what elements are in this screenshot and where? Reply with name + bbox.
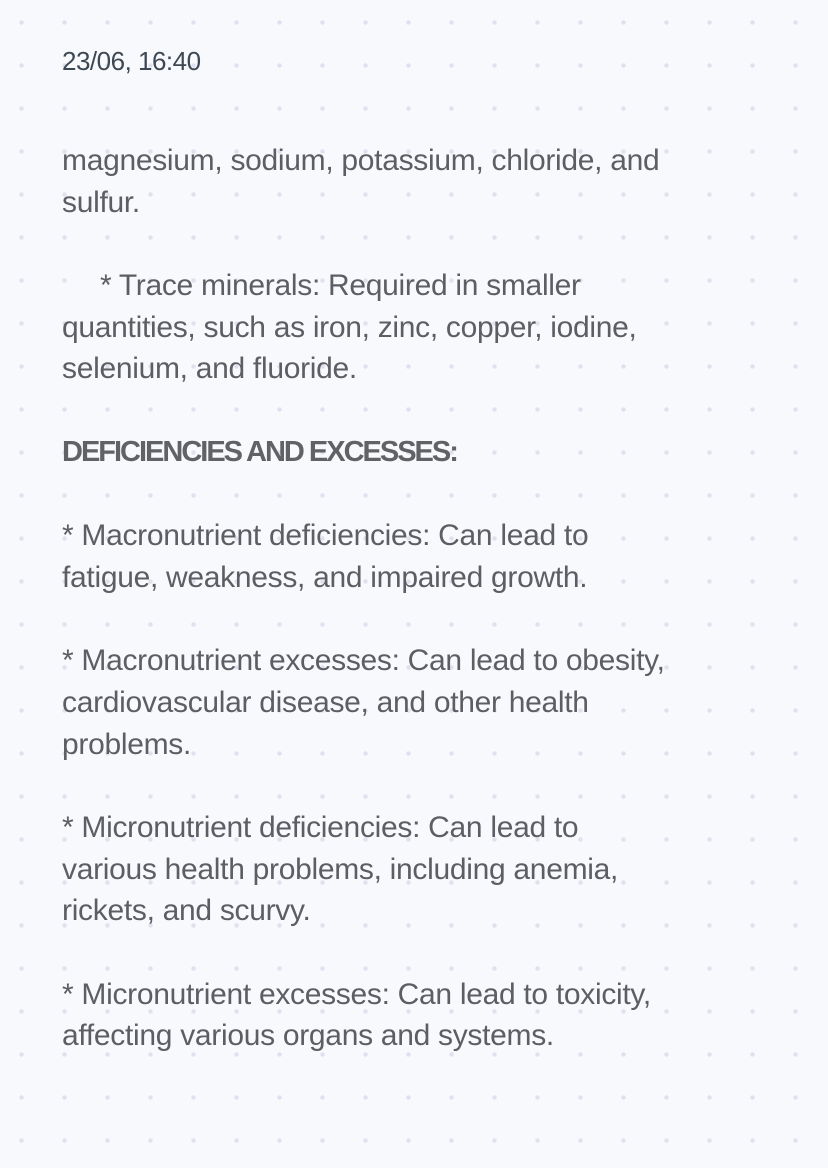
text-line: selenium, and fluoride. (62, 352, 357, 386)
text-line: fatigue, weakness, and impaired growth. (62, 560, 588, 594)
text-line: cardiovascular disease, and other health (62, 685, 589, 719)
section-heading: DEFICIENCIES AND EXCESSES: (62, 435, 457, 468)
text-line: * Micronutrient excesses: Can lead to toxicity, (62, 977, 651, 1011)
text-line: magnesium, sodium, potassium, chloride, and (62, 144, 660, 177)
text-line: * Macronutrient excesses: Can lead to obesity, (62, 644, 665, 678)
paragraph-macro-excesses (62, 640, 782, 765)
text-line: affecting various organs and systems. (62, 1019, 554, 1053)
text-line: quantities, such as iron, zinc, copper, iodine, (62, 310, 637, 344)
text-line: * Macronutrient deficiencies: Can lead to (62, 519, 589, 553)
note-timestamp: 23/06, 16:40 (62, 46, 201, 76)
text-line: * Micronutrient deficiencies: Can lead to (62, 811, 579, 844)
text-line: problems. (62, 727, 192, 761)
text-line: sulfur. (62, 185, 140, 219)
paragraph-micro-excesses (62, 974, 782, 1057)
text-line: rickets, and scurvy. (62, 894, 311, 928)
paragraph-trace-minerals (62, 265, 782, 390)
text-line: various health problems, including anemia, (62, 852, 619, 886)
paragraph-major-minerals (62, 140, 782, 223)
paragraph-macro-deficiencies (62, 515, 782, 598)
text-line: * Trace minerals: Required in smaller (100, 269, 581, 303)
note-body[interactable] (62, 140, 782, 1057)
paragraph-micro-deficiencies (62, 807, 782, 932)
